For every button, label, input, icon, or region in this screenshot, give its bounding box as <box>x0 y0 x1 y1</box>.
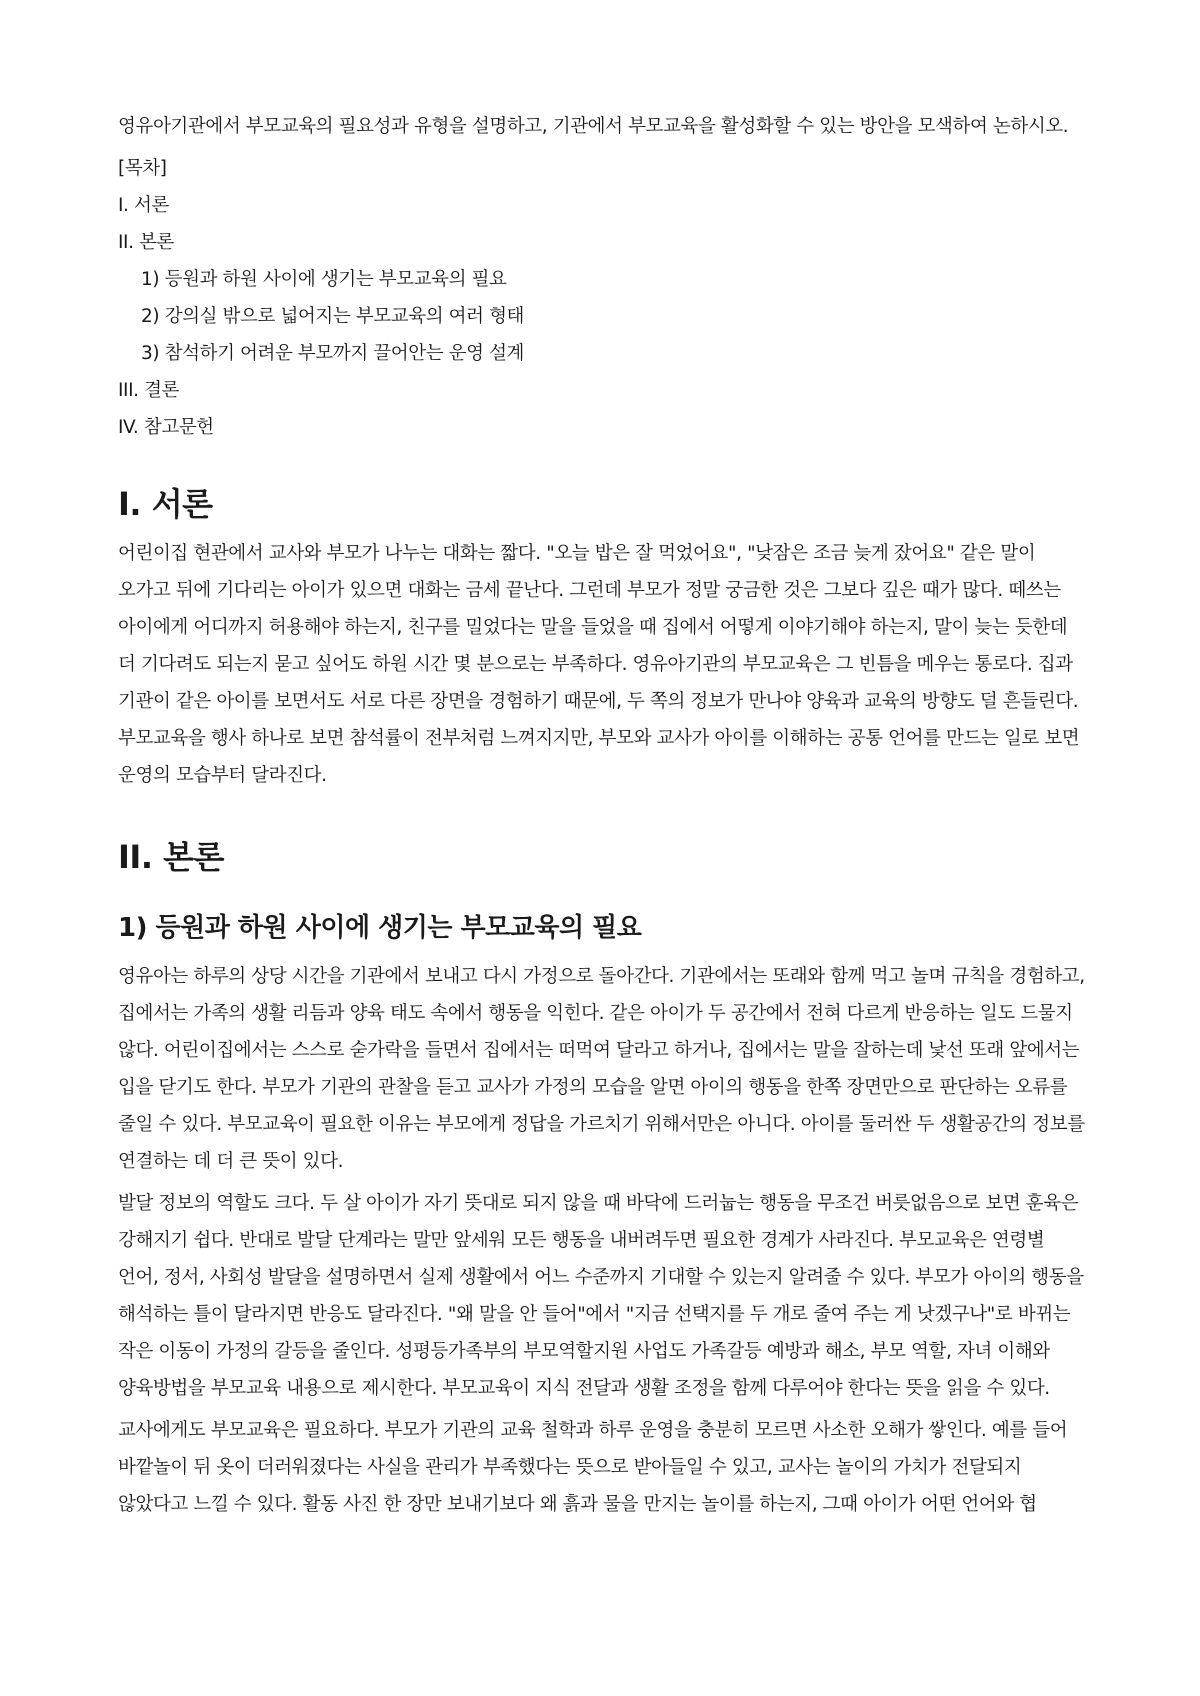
toc-item: III. 결론 <box>118 380 180 401</box>
body-paragraph: 영유아는 하루의 상당 시간을 기관에서 보내고 다시 가정으로 돌아간다. 기관에서는 또래와 함께 먹고 놀며 규칙을 경험하고, 집에서는 가족의 생활 리듬과 양육 태도 속에서 행동을 익힌다. 같은 아이가 두 공간에서 전혀 다르게 반응하는 일도 드물지 않다. 어린이집에서는 스스로 숟가락을 들면서 집에서는 떠먹여 달라고 하거나, 집에서는 말을 잘하는데 낯선 또래 앞에서는 입을 닫기도 한다. 부모가 기관의 관찰을 듣고 교사가 가정의 모습을 알면 아이의 행동을 한쪽 장면만으로 판단하는 오류를 줄일 수 있다. 부모교육이 필요한 이유는 부모에게 정답을 가르치기 위해서만은 아니다. 아이를 둘러싼 두 생활공간의 정보를 연결하는 데 더 큰 뜻이 있다. <box>118 966 1085 1172</box>
toc-subitem: 3) 참석하기 어려운 부모까지 끌어안는 운영 설계 <box>141 343 525 364</box>
toc-list <box>118 187 1088 446</box>
intro-paragraph: 어린이집 현관에서 교사와 부모가 나누는 대화는 짧다. "오늘 밥은 잘 먹었어요", "낮잠은 조금 늦게 잤어요" 같은 말이 오가고 뒤에 기다리는 아이가 있으면 대화는 금세 끝난다. 그런데 부모가 정말 궁금한 것은 그보다 깊은 때가 많다. 떼쓰는 아이에게 어디까지 허용해야 하는지, 친구를 밀었다는 말을 들었을 때 집에서 어떻게 이야기해야 하는지, 말이 늦는 듯한데 더 기다려도 되는지 묻고 싶어도 하원 시간 몇 분으로는 부족하다. 영유아기관의 부모교육은 그 빈틈을 메우는 통로다. 집과 기관이 같은 아이를 보면서도 서로 다른 장면을 경험하기 때문에, 두 쪽의 정보가 만나야 양육과 교육의 방향도 덜 흔들린다. 부모교육을 행사 하나로 보면 참석률이 전부처럼 느껴지지만, 부모와 교사가 아이를 이해하는 공통 언어를 만드는 일로 보면 운영의 모습부터 달라진다. <box>118 543 1080 786</box>
subsection-heading: 1) 등원과 하원 사이에 생기는 부모교육의 필요 <box>118 913 642 943</box>
toc-title: [목차] <box>118 158 167 179</box>
section-heading-intro: I. 서론 <box>118 485 213 523</box>
question-text: 영유아기관에서 부모교육의 필요성과 유형을 설명하고, 기관에서 부모교육을 활성화할 수 있는 방안을 모색하여 논하시오. <box>118 116 1069 137</box>
table-of-contents <box>118 150 1088 446</box>
toc-subitem: 1) 등원과 하원 사이에 생기는 부모교육의 필요 <box>141 269 507 290</box>
toc-item: IV. 참고문헌 <box>118 417 214 438</box>
toc-subitem: 2) 강의실 밖으로 넓어지는 부모교육의 여러 형태 <box>141 306 525 327</box>
section-heading-body: II. 본론 <box>118 838 224 876</box>
body-paragraph: 발달 정보의 역할도 크다. 두 살 아이가 자기 뜻대로 되지 않을 때 바닥에 드러눕는 행동을 무조건 버릇없음으로 보면 훈육은 강해지기 쉽다. 반대로 발달 단계라는 말만 앞세워 모든 행동을 내버려두면 필요한 경계가 사라진다. 부모교육은 연령별 언어, 정서, 사회성 발달을 설명하면서 실제 생활에서 어느 수준까지 기대할 수 있는지 알려줄 수 있다. 부모가 아이의 행동을 해석하는 틀이 달라지면 반응도 달라진다. "왜 말을 안 들어"에서 "지금 선택지를 두 개로 줄여 주는 게 낫겠구나"로 바뀌는 작은 이동이 가정의 갈등을 줄인다. 성평등가족부의 부모역할지원 사업도 가족갈등 예방과 해소, 부모 역할, 자녀 이해와 양육방법을 부모교육 내용으로 제시한다. 부모교육이 지식 전달과 생활 조정을 함께 다루어야 한다는 뜻을 읽을 수 있다. <box>118 1193 1084 1399</box>
body-paragraph: 교사에게도 부모교육은 필요하다. 부모가 기관의 교육 철학과 하루 운영을 충분히 모르면 사소한 오해가 쌓인다. 예를 들어 바깥놀이 뒤 옷이 더러워졌다는 사실을 관리가 부족했다는 뜻으로 받아들일 수 있고, 교사는 놀이의 가치가 전달되지 않았다고 느낄 수 있다. 활동 사진 한 장만 보내기보다 왜 흙과 물을 만지는 놀이를 하는지, 그때 아이가 어떤 언어와 협 <box>118 1420 1068 1515</box>
toc-item: II. 본론 <box>118 232 175 253</box>
toc-item: I. 서론 <box>118 195 169 216</box>
